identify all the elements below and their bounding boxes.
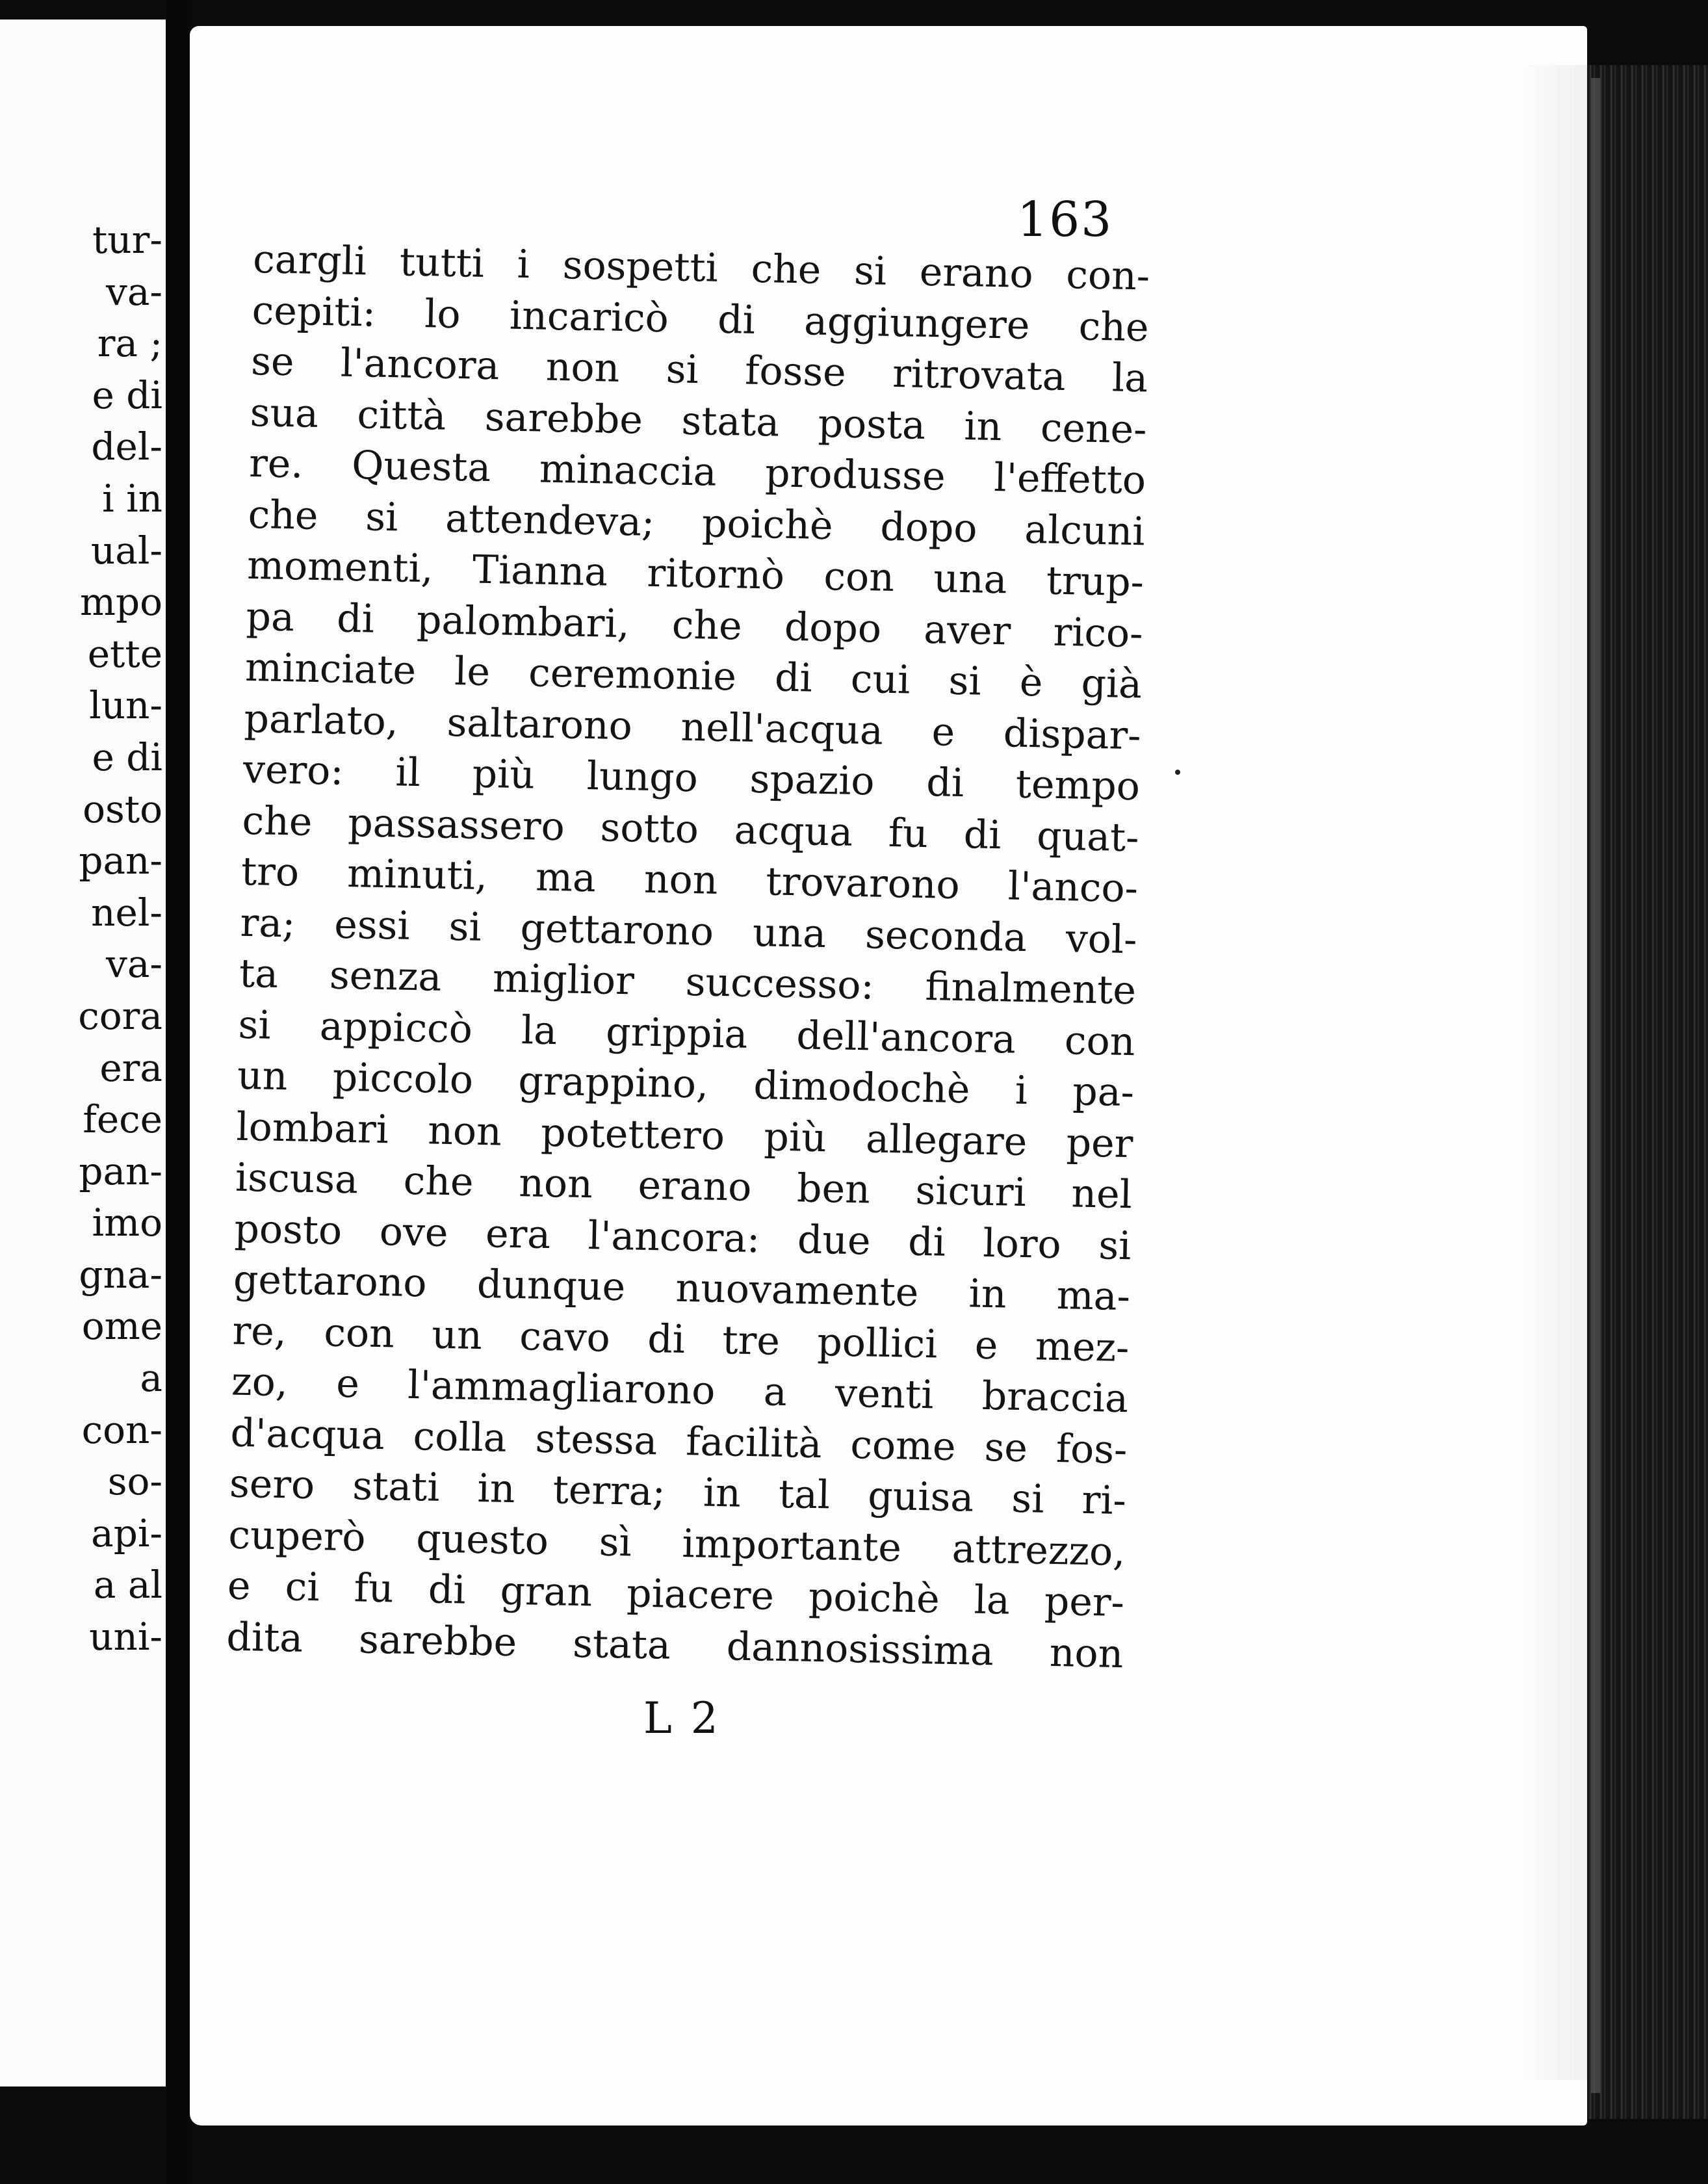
text-line: imo bbox=[92, 1201, 162, 1245]
text-line: a bbox=[140, 1356, 162, 1401]
ink-speck bbox=[1175, 770, 1180, 775]
text-line: lun- bbox=[89, 683, 162, 728]
text-line: gettarono dunque nuovamente in ma- bbox=[233, 1256, 1131, 1320]
text-line: ra; essi si gettarono una seconda vol- bbox=[239, 900, 1138, 963]
text-line: se l'ancora non si fosse ritrovata la bbox=[250, 338, 1148, 402]
text-line: uni- bbox=[89, 1615, 162, 1659]
text-line: che passassero sotto acqua fu di quat- bbox=[242, 798, 1140, 861]
page-shadow bbox=[1516, 65, 1587, 2080]
text-line: ra ; bbox=[97, 321, 162, 366]
text-line: i in bbox=[102, 476, 162, 521]
text-line: api- bbox=[91, 1511, 162, 1555]
text-line: cepiti: lo incaricò di aggiungere che bbox=[252, 287, 1150, 350]
text-line: cargli tutti i sospetti che si erano con- bbox=[252, 236, 1150, 300]
text-line: sero stati in terra; in tal guisa si ri- bbox=[229, 1461, 1127, 1524]
text-line: e di bbox=[92, 372, 162, 417]
facing-page-left bbox=[0, 20, 166, 2086]
text-line: ual- bbox=[90, 528, 162, 573]
text-line: va- bbox=[106, 942, 162, 987]
text-line: dita sarebbe stata dannosissima non bbox=[226, 1614, 1124, 1677]
text-line: che si attendeva; poichè dopo alcuni bbox=[248, 491, 1146, 554]
text-line: osto bbox=[83, 786, 162, 831]
text-line: e ci fu di gran piacere poichè la per- bbox=[227, 1563, 1125, 1626]
text-line: ome bbox=[81, 1304, 162, 1349]
text-line: re, con un cavo di tre pollici e mez- bbox=[231, 1308, 1130, 1371]
text-line: zo, e l'ammagliarono a venti braccia bbox=[231, 1358, 1129, 1422]
text-line: con- bbox=[81, 1407, 162, 1452]
text-line: cora bbox=[78, 993, 162, 1038]
text-line: si appiccò la grippia dell'ancora con bbox=[237, 1002, 1136, 1065]
text-line: gna- bbox=[79, 1252, 162, 1297]
text-line: d'acqua colla stessa facilità come se fos- bbox=[229, 1410, 1128, 1473]
text-line: un piccolo grappino, dimodochè i pa- bbox=[237, 1052, 1135, 1116]
text-line: iscusa che non erano ben sicuri nel bbox=[235, 1154, 1133, 1218]
page-number: 163 bbox=[1017, 192, 1113, 248]
text-line: mpo bbox=[79, 580, 162, 625]
text-line: pa di palombari, che dopo aver rico- bbox=[246, 593, 1144, 656]
text-line: pan- bbox=[79, 838, 162, 883]
text-line: e di bbox=[92, 734, 162, 779]
book-gutter bbox=[166, 0, 192, 2184]
text-line: ta senza miglior successo: finalmente bbox=[239, 950, 1137, 1014]
text-line: va- bbox=[106, 269, 162, 314]
text-line: del- bbox=[91, 424, 162, 469]
text-line: momenti, Tianna ritornò con una trup- bbox=[246, 542, 1145, 606]
page-edge-highlight bbox=[1591, 78, 1600, 2093]
page-stack-edge bbox=[1586, 65, 1708, 2119]
facing-page-text bbox=[0, 214, 162, 1663]
text-line: ette bbox=[87, 631, 162, 676]
text-line: cuperò questo sì importante attrezzo, bbox=[227, 1512, 1126, 1575]
text-line: sua città sarebbe stata posta in cene- bbox=[250, 389, 1148, 452]
text-line: a al bbox=[93, 1563, 162, 1607]
text-line: minciate le ceremonie di cui si è già bbox=[244, 644, 1143, 708]
text-line: parlato, saltarono nell'acqua e dispar- bbox=[244, 696, 1142, 759]
text-line: re. Questa minaccia produsse l'effetto bbox=[248, 440, 1146, 504]
text-line: so- bbox=[107, 1459, 162, 1504]
text-line: lombari non potettero più allegare per bbox=[235, 1104, 1134, 1167]
text-line: vero: il più lungo spazio di tempo bbox=[242, 746, 1141, 810]
text-line: fece bbox=[83, 1097, 162, 1142]
text-line: posto ove era l'ancora: due di loro si bbox=[233, 1206, 1132, 1269]
text-line: era bbox=[99, 1045, 162, 1090]
text-line: nel- bbox=[91, 890, 162, 935]
text-line: pan- bbox=[79, 1149, 162, 1193]
body-text bbox=[226, 234, 1150, 1680]
text-line: tur- bbox=[92, 218, 162, 262]
text-line: tro minuti, ma non trovarono l'anco- bbox=[240, 848, 1139, 912]
signature-mark: L 2 bbox=[643, 1693, 721, 1743]
